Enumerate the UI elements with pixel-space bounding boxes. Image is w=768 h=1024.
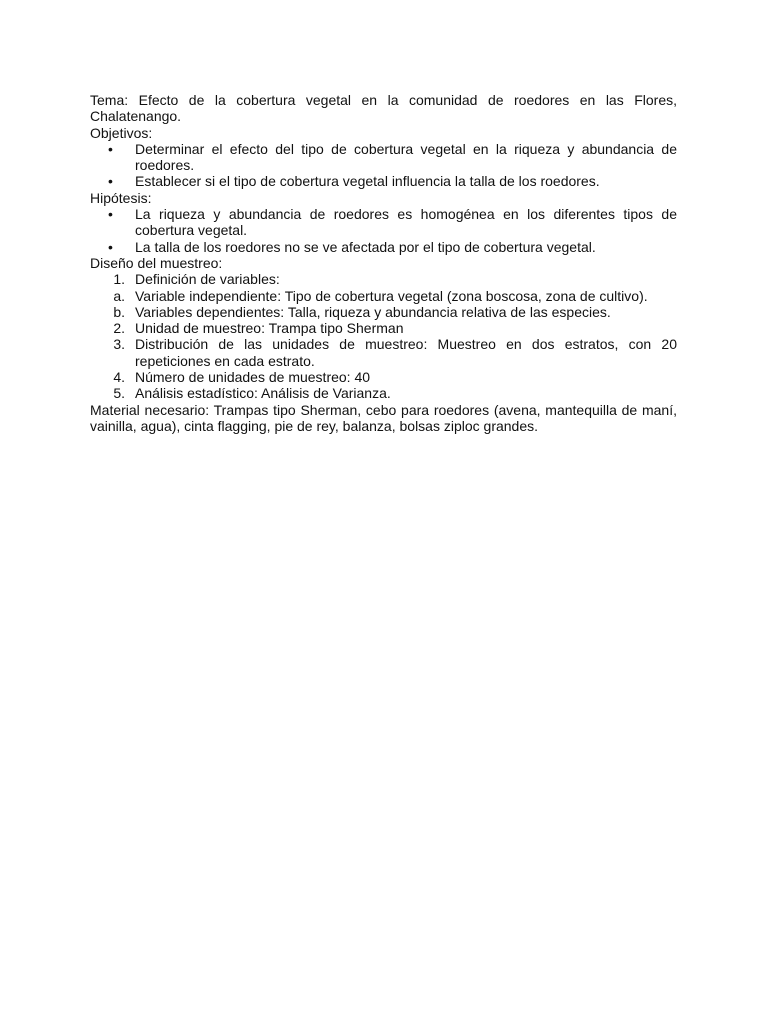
list-item <box>90 304 677 320</box>
list-item <box>90 173 677 189</box>
list-item-text: Establecer si el tipo de cobertura vegetal influencia la talla de los roedores. <box>135 173 600 190</box>
list-item <box>90 141 677 174</box>
document-page <box>90 92 677 434</box>
list-marker: 2. <box>113 320 125 337</box>
list-item <box>90 385 677 401</box>
list-item <box>90 336 677 369</box>
diseno-list <box>90 271 677 401</box>
list-item <box>90 288 677 304</box>
tema-paragraph: Tema: Efecto de la cobertura vegetal en la comunidad de roedores en las Flores, Chalatenango. <box>90 92 677 125</box>
list-item <box>90 320 677 336</box>
list-item-text: Unidad de muestreo: Trampa tipo Sherman <box>135 320 404 337</box>
list-item <box>90 369 677 385</box>
list-item-text: La riqueza y abundancia de roedores es homogénea en los diferentes tipos de cobertura vegetal. <box>135 206 677 239</box>
objetivos-heading: Objetivos: <box>90 124 153 141</box>
bullet-icon: • <box>108 238 113 255</box>
hipotesis-heading: Hipótesis: <box>90 189 152 206</box>
bullet-icon: • <box>108 173 113 190</box>
list-marker: a. <box>113 287 125 304</box>
diseno-heading: Diseño del muestreo: <box>90 254 223 271</box>
list-marker: 3. <box>113 336 125 353</box>
hipotesis-list <box>90 206 677 255</box>
list-item-text: Número de unidades de muestreo: 40 <box>135 369 371 386</box>
list-item-text: Definición de variables: <box>135 271 280 288</box>
list-item-text: Variables dependientes: Talla, riqueza y abundancia relativa de las especies. <box>135 303 611 320</box>
list-item <box>90 206 677 239</box>
list-item-text: La talla de los roedores no se ve afectada por el tipo de cobertura vegetal. <box>135 238 596 255</box>
list-item-text: Determinar el efecto del tipo de cobertura vegetal en la riqueza y abundancia de roedores. <box>135 140 677 174</box>
list-item <box>90 271 677 287</box>
bullet-icon: • <box>108 140 113 157</box>
list-marker: b. <box>113 303 125 320</box>
list-item-text: Variable independiente: Tipo de cobertura vegetal (zona boscosa, zona de cultivo). <box>135 287 648 304</box>
list-item-text: Análisis estadístico: Análisis de Varianza. <box>135 385 391 402</box>
material-paragraph: Material necesario: Trampas tipo Sherman, cebo para roedores (avena, mantequilla de maní, vainilla, agua), cinta flagging, pie de rey, balanza, bolsas ziploc grandes. <box>90 401 677 434</box>
list-marker: 1. <box>113 271 125 288</box>
objetivos-list <box>90 141 677 190</box>
bullet-icon: • <box>108 206 113 223</box>
list-marker: 5. <box>113 385 125 402</box>
list-item <box>90 239 677 255</box>
list-marker: 4. <box>113 369 125 386</box>
list-item-text: Distribución de las unidades de muestreo: Muestreo en dos estratos, con 20 repeticiones en cada estrato. <box>135 336 677 369</box>
